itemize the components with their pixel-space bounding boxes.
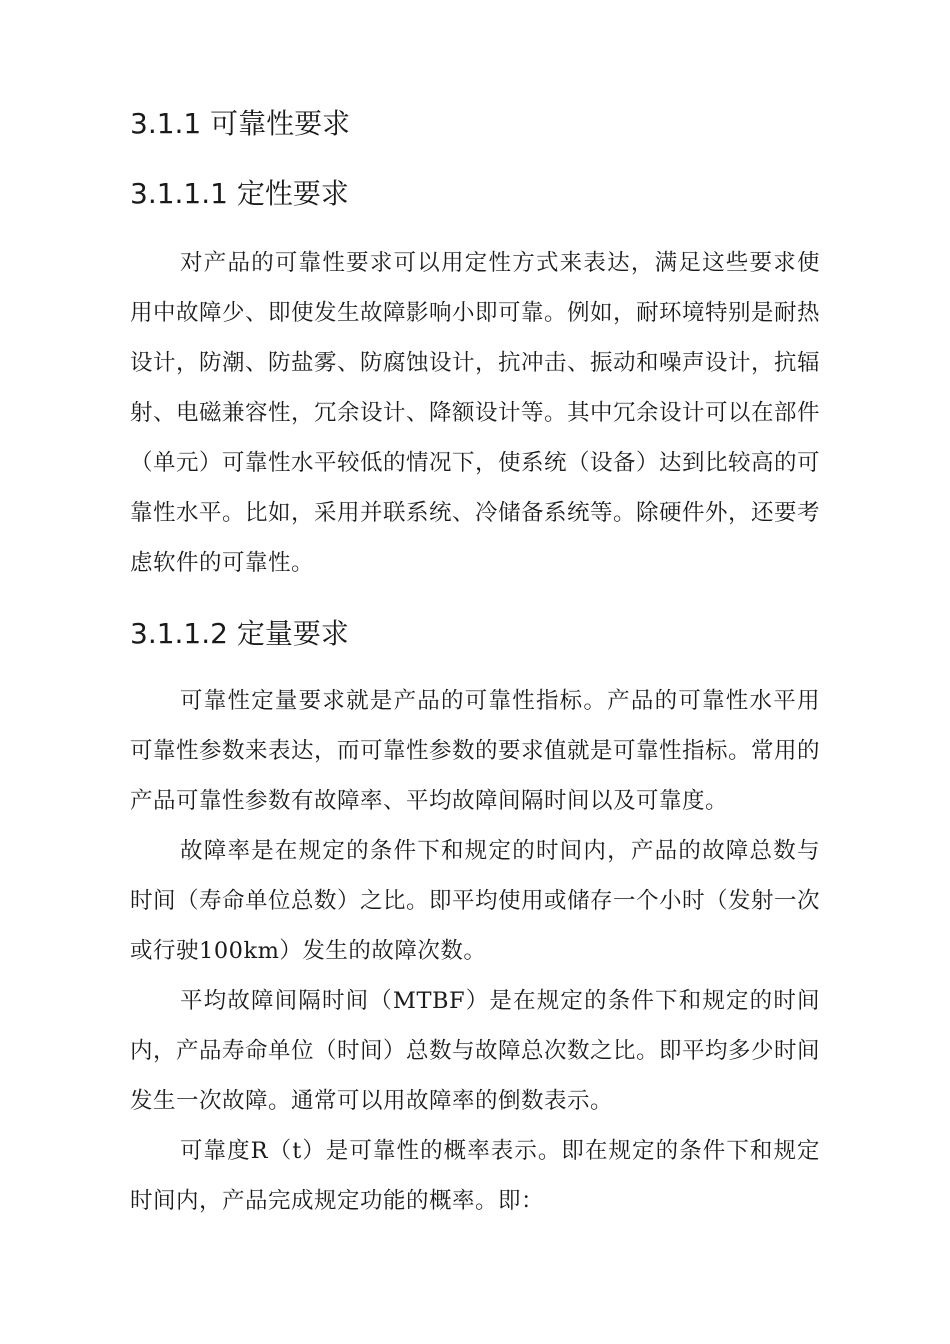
paragraph-mtbf: 平均故障间隔时间（MTBF）是在规定的条件下和规定的时间内，产品寿命单位（时间）总数与故障总次数之比。即平均多少时间发生一次故障。通常可以用故障率的倒数表示。	[130, 988, 821, 1114]
paragraph-quantitative-intro: 可靠性定量要求就是产品的可靠性指标。产品的可靠性水平用可靠性参数来表达，而可靠性参数的要求值就是可靠性指标。常用的产品可靠性参数有故障率、平均故障间隔时间以及可靠度。	[130, 688, 821, 814]
section-heading-3-1-1: 3.1.1 可靠性要求	[130, 107, 351, 140]
paragraph-reliability-degree: 可靠度R（t）是可靠性的概率表示。即在规定的条件下和规定时间内，产品完成规定功能的概率。即：	[130, 1138, 820, 1214]
section-heading-3-1-1-2: 3.1.1.2 定量要求	[130, 617, 349, 650]
paragraph-qualitative-requirements: 对产品的可靠性要求可以用定性方式来表达，满足这些要求使用中故障少、即使发生故障影响小即可靠。例如，耐环境特别是耐热设计，防潮、防盐雾、防腐蚀设计，抗冲击、振动和噪声设计，抗辐射、电磁兼容性，冗余设计、降额设计等。其中冗余设计可以在部件（单元）可靠性水平较低的情况下，使系统（设备）达到比较高的可靠性水平。比如，采用并联系统、冷储备系统等。除硬件外，还要考虑软件的可靠性。	[130, 250, 821, 576]
section-heading-3-1-1-1: 3.1.1.1 定性要求	[130, 177, 349, 210]
paragraph-failure-rate: 故障率是在规定的条件下和规定的时间内，产品的故障总数与时间（寿命单位总数）之比。即平均使用或储存一个小时（发射一次或行驶100km）发生的故障次数。	[130, 838, 821, 964]
